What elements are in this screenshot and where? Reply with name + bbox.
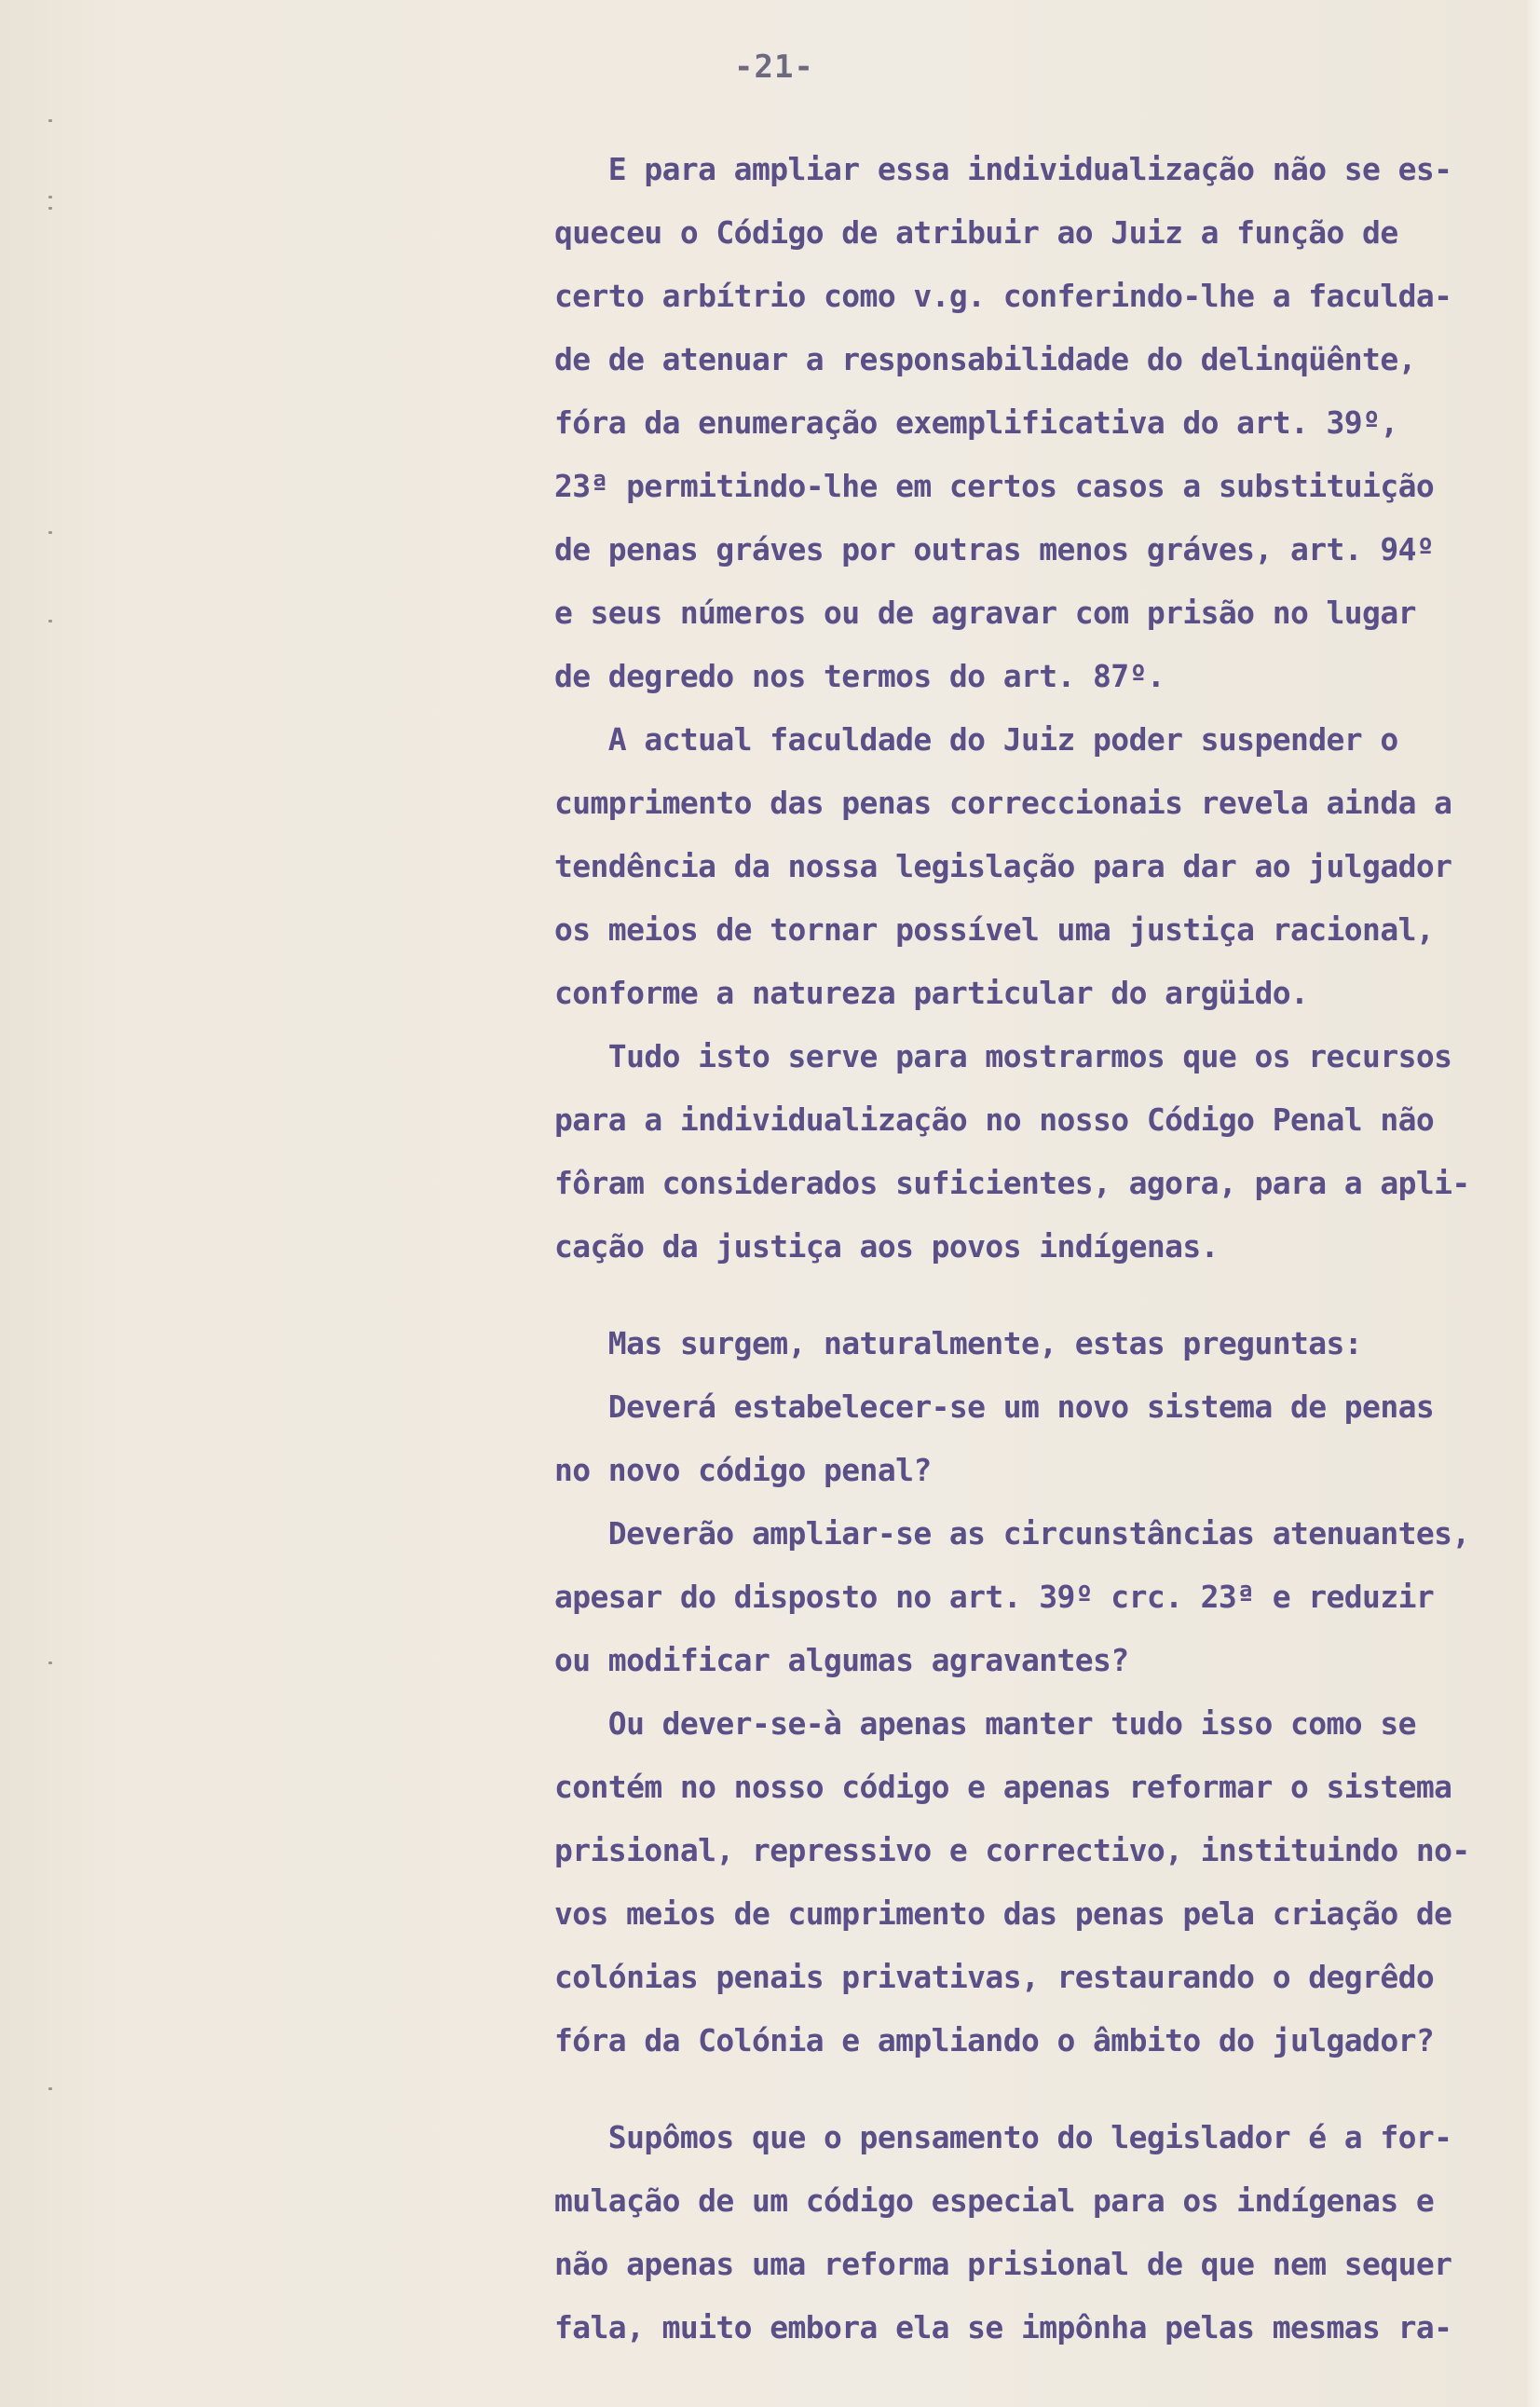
text-line: conforme a natureza particular do argüido. [554, 975, 1309, 1011]
margin-mark [48, 2087, 52, 2090]
text-line: Ou dever-se-à apenas manter tudo isso como se [554, 1705, 1416, 1742]
text-line: fôram considerados suficientes, agora, para a apli- [554, 1165, 1470, 1201]
text-line: Supômos que o pensamento do legislador é a for- [554, 2119, 1452, 2155]
margin-mark [48, 207, 52, 210]
text-line: apesar do disposto no art. 39º crc. 23ª e reduzir [554, 1579, 1435, 1615]
paragraph-gap [554, 2072, 1505, 2106]
paragraph-gap [554, 1279, 1505, 1312]
typed-text-body [554, 138, 1505, 2359]
text-line: não apenas uma reforma prisional de que nem sequer [554, 2246, 1452, 2282]
paragraph [554, 1692, 1505, 2072]
page-number: -21- [734, 48, 814, 86]
text-line: cumprimento das penas correccionais revela ainda a [554, 785, 1452, 821]
text-line: vos meios de cumprimento das penas pela criação de [554, 1895, 1452, 1932]
text-line: Mas surgem, naturalmente, estas preguntas: [554, 1325, 1363, 1361]
text-line: mulação de um código especial para os indígenas e [554, 2182, 1435, 2219]
text-line: prisional, repressivo e correctivo, instituindo no- [554, 1832, 1470, 1868]
text-line: fóra da enumeração exemplificativa do art. 39º, [554, 404, 1398, 441]
text-line: no novo código penal? [554, 1452, 932, 1488]
text-line: de de atenuar a responsabilidade do delinqüênte, [554, 341, 1416, 377]
page-edge [1527, 0, 1540, 2407]
paragraph [554, 2106, 1505, 2359]
margin-mark [48, 1662, 52, 1664]
text-line: os meios de tornar possível uma justiça racional, [554, 911, 1435, 948]
text-line: fóra da Colónia e ampliando o âmbito do julgador? [554, 2022, 1435, 2058]
paragraph [554, 1025, 1505, 1279]
text-line: certo arbítrio como v.g. conferindo-lhe a faculda- [554, 278, 1452, 314]
paragraph [554, 1312, 1505, 1502]
text-line: colónias penais privativas, restaurando o degrêdo [554, 1959, 1435, 1995]
text-line: de degredo nos termos do art. 87º. [554, 658, 1165, 694]
text-line: 23ª permitindo-lhe em certos casos a substituição [554, 468, 1435, 504]
text-line: para a individualização no nosso Código Penal não [554, 1101, 1435, 1138]
text-line: ou modificar algumas agravantes? [554, 1642, 1129, 1678]
text-line: A actual faculdade do Juiz poder suspender o [554, 721, 1398, 758]
text-line: contém no nosso código e apenas reformar o sistema [554, 1769, 1452, 1805]
text-line: Deverá estabelecer-se um novo sistema de penas [554, 1388, 1435, 1425]
text-line: e seus números ou de agravar com prisão no lugar [554, 595, 1416, 631]
text-line: tendência da nossa legislação para dar ao julgador [554, 848, 1452, 884]
text-line: E para ampliar essa individualização não se es- [554, 151, 1452, 187]
paragraph [554, 138, 1505, 708]
margin-mark [48, 119, 52, 122]
text-line: Deverão ampliar-se as circunstâncias atenuantes, [554, 1515, 1470, 1552]
text-line: de penas gráves por outras menos gráves, art. 94º [554, 531, 1435, 568]
margin-mark [48, 196, 52, 198]
paragraph [554, 708, 1505, 1025]
text-line: Tudo isto serve para mostrarmos que os recursos [554, 1038, 1452, 1074]
margin-mark [48, 620, 52, 622]
paragraph [554, 1502, 1505, 1692]
margin-mark [48, 531, 52, 534]
text-line: cação da justiça aos povos indígenas. [554, 1228, 1219, 1265]
text-line: fala, muito embora ela se impônha pelas mesmas ra- [554, 2309, 1452, 2345]
text-line: queceu o Código de atribuir ao Juiz a função de [554, 214, 1398, 251]
